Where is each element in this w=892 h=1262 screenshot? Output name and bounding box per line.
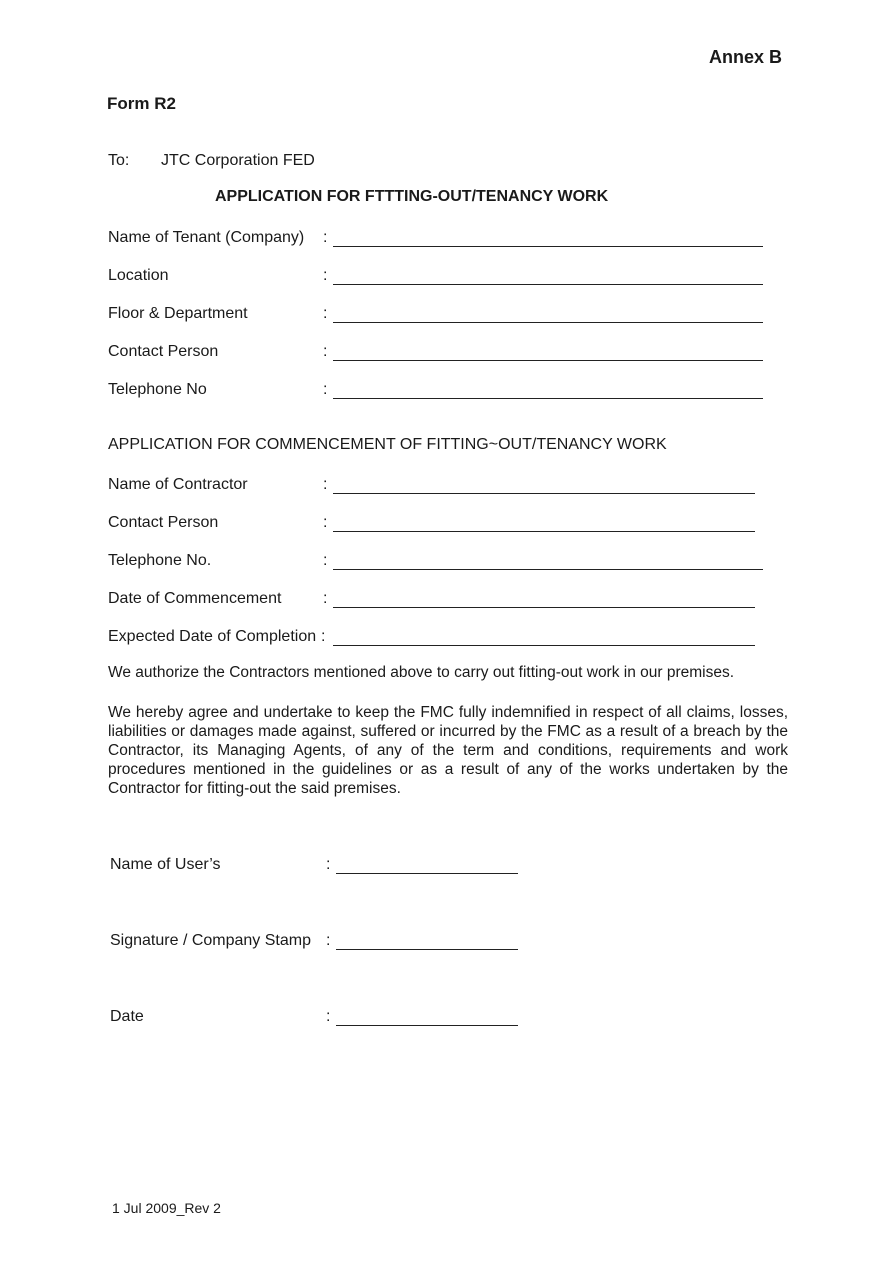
contact-person-input-line[interactable] [333,360,763,361]
commencement-date-input-line[interactable] [333,607,755,608]
field-colon: : [323,514,328,531]
authorization-paragraph: We authorize the Contractors mentioned above to carry out fitting-out work in our premises. [108,664,735,681]
field-label: Floor & Department [108,305,248,322]
field-colon: : [326,932,331,949]
telephone-input-line[interactable] [333,398,763,399]
field-label: Telephone No. [108,552,212,569]
field-colon: : [326,1008,331,1025]
field-label: Date of Commencement [108,590,282,607]
field-colon: : [323,267,328,284]
date-input-line[interactable] [336,1025,518,1026]
user-name-input-line[interactable] [336,873,518,874]
field-label: Date [110,1008,144,1025]
location-input-line[interactable] [333,284,763,285]
tenant-name-input-line[interactable] [333,246,763,247]
annex-label: Annex B [708,47,782,67]
field-colon: : [323,305,328,322]
field-colon: : [326,856,331,873]
field-label: Name of User’s [110,856,221,873]
contractor-contact-input-line[interactable] [333,531,755,532]
field-colon: : [323,552,328,569]
field-colon: : [323,381,328,398]
revision-footer: 1 Jul 2009_Rev 2 [112,1200,221,1216]
field-label: Contact Person [108,343,219,360]
indemnity-paragraph: We hereby agree and undertake to keep the FMC fully indemnified in respect of all claims, losses, liabilities or damages made against, suffered or incurred by the FMC as a result of a breach by the Contractor, its Managing Agents, of any of the term and conditions, requirements and work procedures mentioned in the guidelines or as a result of any of the works undertaken by the Contractor for fitting-out the said premises. [108,704,788,797]
field-label: Name of Contractor [108,476,248,493]
field-colon: : [323,229,328,246]
field-colon: : [323,343,328,360]
field-label: Expected Date of Completion [108,628,317,645]
field-colon: : [323,476,328,493]
section1-title: APPLICATION FOR FTTTING-OUT/TENANCY WORK [215,188,609,205]
field-label: Signature / Company Stamp [110,932,311,949]
section2-title: APPLICATION FOR COMMENCEMENT OF FITTING~OUT/TENANCY WORK [108,436,667,453]
contractor-telephone-input-line[interactable] [333,569,763,570]
form-number: Form R2 [107,94,176,113]
contractor-name-input-line[interactable] [333,493,755,494]
field-colon: : [321,628,326,645]
field-colon: : [323,590,328,607]
field-label: Location [108,267,169,284]
floor-department-input-line[interactable] [333,322,763,323]
field-label: Contact Person [108,514,219,531]
signature-stamp-input-line[interactable] [336,949,518,950]
completion-date-input-line[interactable] [333,645,755,646]
to-recipient: JTC Corporation FED [161,152,315,169]
field-label: Name of Tenant (Company) [108,229,305,246]
to-label: To: [108,152,130,169]
field-label: Telephone No [108,381,207,398]
